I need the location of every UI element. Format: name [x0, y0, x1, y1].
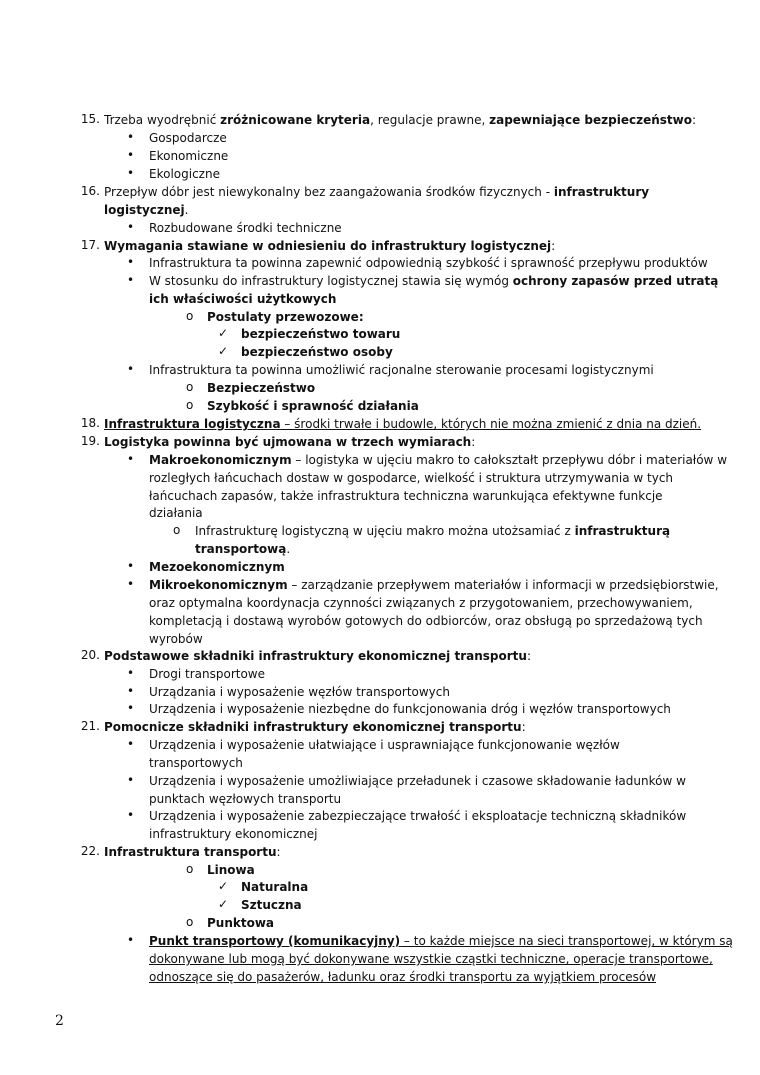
bullet-icon: • [127, 452, 135, 466]
list-item: Urządzenia i wyposażenie umożliwiające przeładunek i czasowe składowanie ładunków w [149, 774, 686, 788]
circle-bullet-icon: o [186, 398, 194, 412]
item-16-text-cont: logistycznej. [104, 203, 189, 217]
list-item: Urządzania i wyposażenie węzłów transportowych [149, 685, 450, 699]
bullet-icon: • [127, 255, 135, 269]
item-number: 22. [80, 844, 100, 858]
item-number: 18. [80, 416, 100, 430]
item-number: 19. [80, 434, 100, 448]
item-15-text: Trzeba wyodrębnić zróżnicowane kryteria, regulacje prawne, zapewniające bezpieczeństwo: [104, 113, 697, 127]
bullet-icon: • [127, 273, 135, 287]
bullet-icon: • [127, 362, 135, 376]
sub-list-item-cont: transportową. [195, 542, 291, 556]
bullet-icon: • [127, 559, 135, 573]
bullet-icon: • [127, 701, 135, 715]
list-item: Urządzenia i wyposażenie zabezpieczające trwałość i eksploatacje techniczną składników [149, 809, 687, 823]
list-item-cont: oraz optymalna koordynacja czynności związanych z przygotowaniem, przechowywaniem, [149, 596, 693, 610]
page-number: 2 [55, 1013, 64, 1029]
bullet-icon: • [127, 220, 135, 234]
list-item-cont: odnoszące się do pasażerów, ładunku oraz środki transportu za wyjątkiem procesów [149, 970, 657, 984]
item-number: 21. [80, 719, 100, 733]
item-number: 17. [80, 238, 100, 252]
checkmark-icon: ✓ [218, 326, 229, 340]
bullet-icon: • [127, 666, 135, 680]
list-item: Rozbudowane środki techniczne [149, 221, 342, 235]
list-item-cont: działania [149, 506, 203, 520]
list-item: Mikroekonomicznym – zarządzanie przepływem materiałów i informacji w przedsiębiorstwie, [149, 578, 719, 592]
sub-list-item: Bezpieczeństwo [207, 381, 316, 395]
item-19-text: Logistyka powinna być ujmowana w trzech wymiarach: [104, 435, 476, 449]
check-item: Naturalna [241, 880, 309, 894]
item-20-text: Podstawowe składniki infrastruktury ekonomicznej transportu: [104, 649, 531, 663]
circle-bullet-icon: o [186, 862, 194, 876]
list-item: Infrastruktura ta powinna zapewnić odpowiednią szybkość i sprawność przepływu produktów [149, 256, 708, 270]
bullet-icon: • [127, 773, 135, 787]
item-17-text: Wymagania stawiane w odniesieniu do infrastruktury logistycznej: [104, 239, 556, 253]
sub-list-item: Linowa [207, 863, 255, 877]
checkmark-icon: ✓ [218, 344, 229, 358]
circle-bullet-icon: o [173, 523, 181, 537]
item-number: 16. [80, 184, 100, 198]
list-item: W stosunku do infrastruktury logistycznej stawia się wymóg ochrony zapasów przed utratą [149, 274, 719, 288]
item-18-text: Infrastruktura logistyczna – środki trwałe i budowle, których nie można zmienić z dnia na dzień. [104, 417, 702, 431]
circle-bullet-icon: o [186, 915, 194, 929]
circle-bullet-icon: o [186, 380, 194, 394]
list-item-cont: rozległych łańcuchach dostaw w gospodarce, wielkość i struktura utrzymywania w tych [149, 471, 674, 485]
list-item-cont: transportowych [149, 756, 243, 770]
item-22-text: Infrastruktura transportu: [104, 845, 281, 859]
list-item-cont: ich właściwości użytkowych [149, 292, 337, 306]
bullet-icon: • [127, 148, 135, 162]
sub-list-item: Punktowa [207, 916, 275, 930]
item-number: 20. [80, 648, 100, 662]
sub-list-item: Szybkość i sprawność działania [207, 399, 419, 413]
sub-list-item: Infrastrukturę logistyczną w ujęciu makro można utożsamiać z infrastrukturą [195, 524, 671, 538]
list-item: Infrastruktura ta powinna umożliwić racjonalne sterowanie procesami logistycznymi [149, 363, 654, 377]
list-item: Gospodarcze [149, 131, 227, 145]
list-item: Drogi transportowe [149, 667, 266, 681]
checkmark-icon: ✓ [218, 879, 229, 893]
list-item: Ekologiczne [149, 167, 220, 181]
list-item-cont: łańcuchach zapasów, także infrastruktura techniczna warunkująca efektywne funkcje [149, 489, 663, 503]
bullet-icon: • [127, 166, 135, 180]
bullet-icon: • [127, 933, 135, 947]
item-21-text: Pomocnicze składniki infrastruktury ekonomicznej transportu: [104, 720, 526, 734]
list-item: Ekonomiczne [149, 149, 229, 163]
list-item-cont: kompletacją i dostawą wyrobów gotowych do odbiorców, oraz obsługą po sprzedażową tych [149, 614, 703, 628]
list-item-cont: dokonywane lub mogą być dokonywane wszystkie cząstki techniczne, operacje transportowe, [149, 952, 713, 966]
bullet-icon: • [127, 684, 135, 698]
list-item: Makroekonomicznym – logistyka w ujęciu makro to całokształt przepływu dóbr i materiałów w [149, 453, 728, 467]
bullet-icon: • [127, 737, 135, 751]
check-item: bezpieczeństwo osoby [241, 345, 393, 359]
list-item: Urządzenia i wyposażenie niezbędne do funkcjonowania dróg i węzłów transportowych [149, 702, 671, 716]
list-item: Urządzenia i wyposażenie ułatwiające i usprawniające funkcjonowanie węzłów [149, 738, 620, 752]
list-item-cont: wyrobów [149, 632, 203, 646]
sub-list-item: Postulaty przewozowe: [207, 310, 364, 324]
bullet-icon: • [127, 808, 135, 822]
bullet-icon: • [127, 577, 135, 591]
list-item: Mezoekonomicznym [149, 560, 285, 574]
check-item: Sztuczna [241, 898, 302, 912]
bullet-icon: • [127, 130, 135, 144]
circle-bullet-icon: o [186, 309, 194, 323]
list-item-cont: infrastruktury ekonomicznej [149, 827, 318, 841]
checkmark-icon: ✓ [218, 897, 229, 911]
list-item: Punkt transportowy (komunikacyjny) – to każde miejsce na sieci transportowej, w którym są [149, 934, 733, 948]
item-16-text: Przepływ dóbr jest niewykonalny bez zaangażowania środków fizycznych - infrastruktury [104, 185, 650, 199]
item-number: 15. [80, 112, 100, 126]
check-item: bezpieczeństwo towaru [241, 327, 401, 341]
list-item-cont: punktach węzłowych transportu [149, 792, 342, 806]
